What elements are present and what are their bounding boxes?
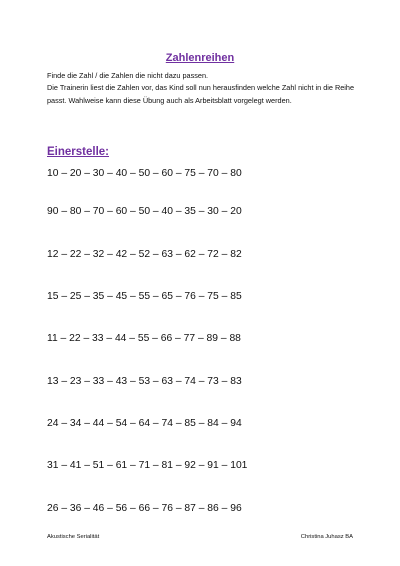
number-row-6: 13 – 23 – 33 – 43 – 53 – 63 – 74 – 73 – 83 [47, 376, 242, 387]
number-row-3: 12 – 22 – 32 – 42 – 52 – 63 – 62 – 72 – 82 [47, 249, 242, 260]
number-row-5: 11 – 22 – 33 – 44 – 55 – 66 – 77 – 89 – 88 [47, 333, 241, 344]
footer-right: Christina Juhasz BA [300, 534, 353, 540]
number-row-2: 90 – 80 – 70 – 60 – 50 – 40 – 35 – 30 – 20 [47, 206, 242, 217]
intro-line-1: Finde die Zahl / die Zahlen die nicht dazu passen. [47, 71, 209, 80]
number-row-4: 15 – 25 – 35 – 45 – 55 – 65 – 76 – 75 – 85 [47, 291, 242, 302]
number-row-8: 31 – 41 – 51 – 61 – 71 – 81 – 92 – 91 – 101 [47, 460, 248, 471]
section-heading: Einerstelle: [47, 146, 109, 158]
number-row-7: 24 – 34 – 44 – 54 – 64 – 74 – 85 – 84 – 94 [47, 418, 242, 429]
intro-line-2: Die Trainerin liest die Zahlen vor, das Kind soll nun herausfinden welche Zahl nicht in die Reihe passt. Wahlweise kann diese Übung auch als Arbeitsblatt vorgelegt werden. [47, 83, 355, 105]
footer-left: Akustische Serialität [47, 534, 100, 540]
intro-text [47, 70, 367, 107]
number-row-9: 26 – 36 – 46 – 56 – 66 – 76 – 87 – 86 – 96 [47, 503, 242, 514]
page-title: Zahlenreihen [165, 52, 235, 64]
number-row-1: 10 – 20 – 30 – 40 – 50 – 60 – 75 – 70 – 80 [47, 168, 242, 179]
